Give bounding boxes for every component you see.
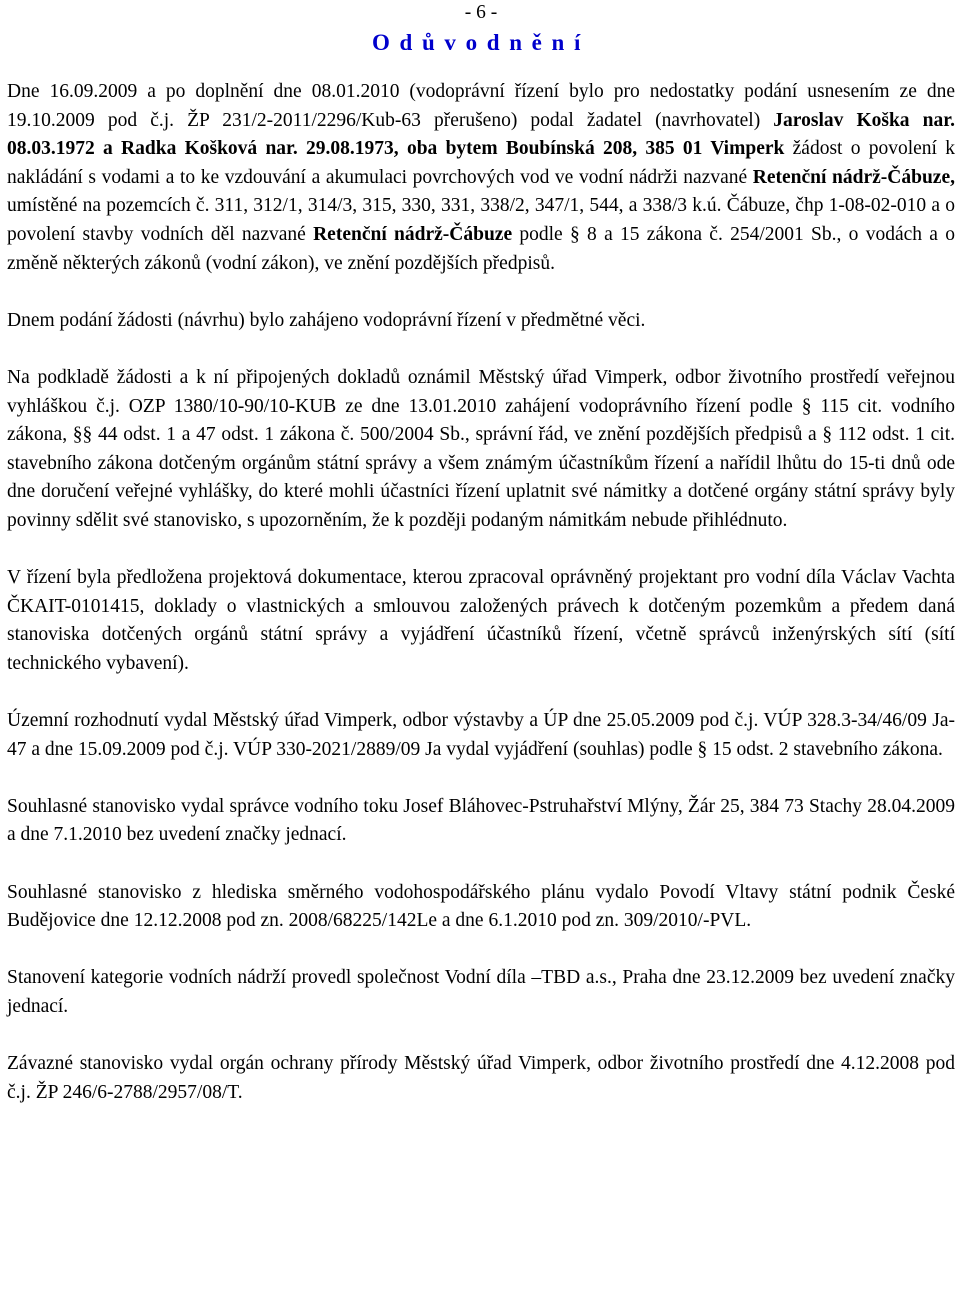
paragraph-application [7,78,955,278]
applicants-bold: Jaroslav Koška nar. 08.03.1972 a Radka Košková nar. 29.08.1973, oba bytem Boubínská 208, 385 01 Vimperk [7,109,955,160]
paragraph-watercourse-admin: Souhlasné stanovisko vydal správce vodního toku Josef Bláhovec-Pstruhařství Mlýny, Žár 25, 384 73 Stachy 28.04.2009 a dne 7.1.2010 bez uvedení značky jednací. [7,795,955,846]
document-page [7,0,955,1107]
reservoir-name-bold-2: Retenční nádrž-Čábuze [313,223,513,245]
reservoir-name-bold: Retenční nádrž-Čábuze, [752,166,955,188]
paragraph-documentation: V řízení byla předložena projektová dokumentace, kterou zpracoval oprávněný projektant pro vodní díla Václav Vachta ČKAIT-0101415, doklady o vlastnických a smlouvou založených právech k dotčeným pozemkům a předem daná stanoviska dotčených orgánů státní správy a vyjádření účastníků řízení, včetně správců inženýrských sítí (sítí technického vybavení). [7,567,955,674]
paragraph-povodi: Souhlasné stanovisko z hlediska směrného vodohospodářského plánu vydalo Povodí Vltavy státní podnik České Budějovice dne 12.12.2008 pod zn. 2008/68225/142Le a dne 6.1.2010 pod zn. 309/2010/-PVL. [7,881,955,932]
paragraph-categories: Stanovení kategorie vodních nádrží provedl společnost Vodní díla –TBD a.s., Praha dne 23.12.2009 bez uvedení značky jednací. [7,967,955,1017]
p1-text-a: Dne 16.09.2009 a po doplnění dne 08.01.2010 (vodoprávní řízení bylo pro nedostatky podání usnesením ze dne 19.10.2009 pod č.j. ŽP 231/2-2011/2296/Kub-63 přerušeno) podal žadatel (navrhovatel) [7,81,955,131]
p1-text-e: umístěné na pozemcích č. 311, 312/1, 314/3, 315, 330, 331, 338/2, 347/1, 544, a 338/3 k.ú. Čábuze, čhp 1-08-02-010 a o povolení stavby vodních děl nazvané [7,195,955,245]
paragraph-notice: Na podkladě žádosti a k ní připojených dokladů oznámil Městský úřad Vimperk, odbor životního prostředí veřejnou vyhláškou č.j. OZP 1380/10-90/10-KUB ze dne 13.01.2010 zahájení vodoprávního řízení podle § 115 cit. vodního zákona, §§ 44 odst. 1 a 47 odst. 1 zákona č. 500/2004 Sb., správní řád, ve znění pozdějších předpisů a § 112 odst. 1 cit. stavebního zákona dotčeným orgánům státní správy a všem známým účastníkům řízení a nařídil lhůtu do 15-ti dnů ode dne doručení veřejné vyhlášky, do které mohli účastníci řízení uplatnit své námitky a dotčené orgány státní správy byly povinny sdělit své stanovisko, s upozorněním, že k později podaným námitkám nebude přihlédnuto. [7,366,955,531]
paragraph-start: Dnem podání žádosti (návrhu) bylo zahájeno vodoprávní řízení v předmětné věci. [7,309,646,331]
p1-text-g: podle § 8 a 15 zákona č. 254/2001 Sb., o vodách a o změně některých zákonů (vodní zákon), ve znění pozdějších předpisů. [7,223,955,274]
paragraph-zoning: Územní rozhodnutí vydal Městský úřad Vimperk, odbor výstavby a ÚP dne 25.05.2009 pod č.j. VÚP 328.3-34/46/09 Ja-47 a dne 15.09.2009 pod č.j. VÚP 330-2021/2889/09 Ja vydal vyjádření (souhlas) podle § 15 odst. 2 stavebního zákona. [7,710,955,760]
p1-text-c: žádost o povolení k nakládání s vodami a to ke vzdouvání a akumulaci povrchových vod ve vodní nádrži nazvané [7,138,955,188]
paragraph-nature-protection: Závazné stanovisko vydal orgán ochrany přírody Městský úřad Vimperk, odbor životního prostředí dne 4.12.2008 pod č.j. ŽP 246/6-2788/2957/08/T. [7,1053,955,1103]
section-heading: Odůvodnění [371,30,591,55]
page-number: - 6 - [464,2,498,23]
